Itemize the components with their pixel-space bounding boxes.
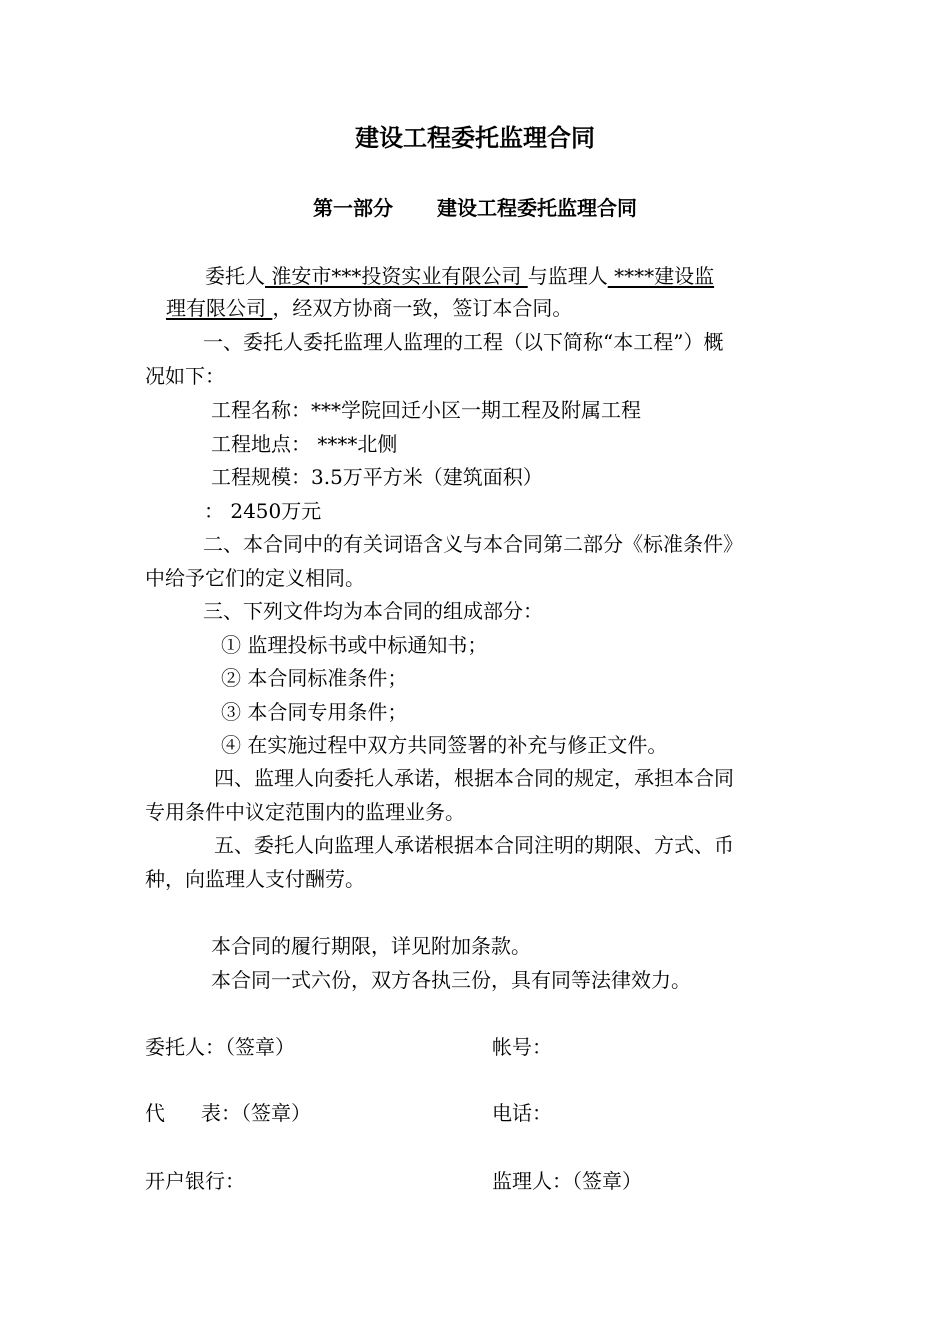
clause-3-heading: 三、下列文件均为本合同的组成部分：: [203, 599, 543, 623]
project-location: 工程地点： ****北侧: [211, 432, 398, 456]
part-title: 建设工程委托监理合同: [437, 196, 637, 220]
client-name: 淮安市***投资实业有限公司: [265, 264, 528, 288]
clause-1-line-2: 况如下：: [145, 364, 225, 388]
clause-2-line-2: 中给予它们的定义相同。: [145, 566, 365, 590]
copies-statement: 本合同一式六份，双方各执三份，具有同等法律效力。: [211, 968, 691, 992]
clause-4-line-2: 专用条件中议定范围内的监理业务。: [145, 800, 465, 824]
term-statement: 本合同的履行期限，详见附加条款。: [211, 934, 531, 958]
part-label: 第一部分: [313, 196, 393, 220]
document-list-item: ③ 本合同专用条件；: [221, 700, 408, 724]
representative-label-prefix: 代: [145, 1101, 165, 1125]
supervisor-name-part-1: ****建设监: [607, 264, 715, 288]
part-heading: [0, 194, 950, 222]
document-list-item: ④ 在实施过程中双方共同签署的补充与修正文件。: [221, 733, 668, 757]
phone-label: 电话：: [492, 1101, 552, 1125]
clause-4-line-1: 四、监理人向委托人承诺，根据本合同的规定，承担本合同: [214, 766, 734, 790]
document-list-item: ① 监理投标书或中标通知书；: [221, 633, 488, 657]
document-title: 建设工程委托监理合同: [355, 123, 595, 152]
document-list-item: ② 本合同标准条件；: [221, 666, 408, 690]
supervisor-signature-label: 监理人：（签章）: [492, 1169, 642, 1193]
client-signature-label: 委托人：（签章）: [145, 1035, 295, 1059]
clause-5-line-2: 种，向监理人支付酬劳。: [145, 867, 365, 891]
account-number-label: 帐号：: [492, 1035, 552, 1059]
intro-line-1: [205, 262, 714, 290]
intro-text-3: ，经双方协商一致，签订本合同。: [272, 296, 573, 320]
clause-2-line-1: 二、本合同中的有关词语含义与本合同第二部分《标准条件》: [203, 532, 743, 556]
supervisor-name-part-2: 理有限公司: [166, 296, 273, 320]
intro-line-2: [166, 294, 572, 322]
representative-signature-label: 表：（签章）: [201, 1101, 311, 1125]
clause-5-line-1: 五、委托人向监理人承诺根据本合同注明的期限、方式、币: [214, 833, 734, 857]
project-name: 工程名称：***学院回迁小区一期工程及附属工程: [211, 398, 641, 422]
project-scale: 工程规模：3.5万平方米（建筑面积）: [211, 465, 543, 489]
intro-text-1: 委托人: [205, 264, 265, 288]
bank-label: 开户银行：: [145, 1169, 245, 1193]
project-amount: ： 2450万元: [204, 499, 322, 523]
intro-text-2: 与监理人: [527, 264, 608, 288]
clause-1-line-1: 一、委托人委托监理人监理的工程（以下简称“本工程”）概: [203, 330, 724, 354]
